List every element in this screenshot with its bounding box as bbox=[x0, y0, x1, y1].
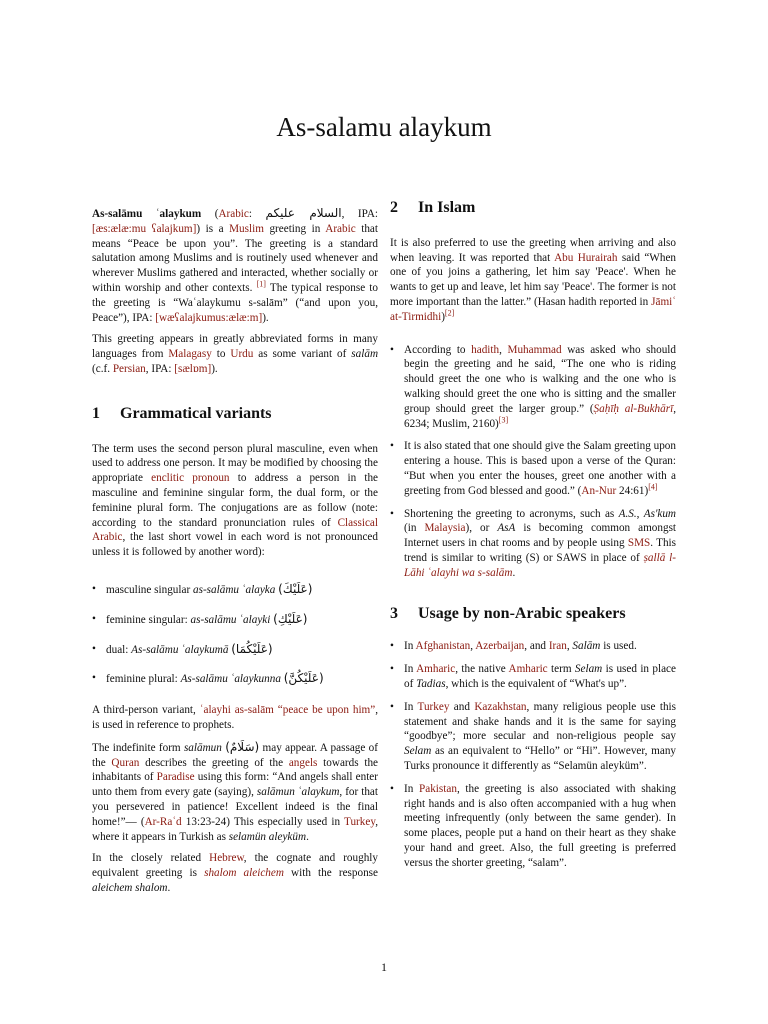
link-ipa-response[interactable]: [wæʕalajkumus:ælæ:m] bbox=[155, 311, 263, 324]
text: greeting in bbox=[269, 222, 321, 235]
ref-3[interactable]: [3] bbox=[498, 414, 509, 424]
text: ), or bbox=[465, 522, 490, 535]
term: Tadias bbox=[416, 677, 446, 690]
variant-form: As-salāmu ʿalaykunna bbox=[180, 673, 281, 686]
left-column bbox=[92, 206, 378, 903]
text: towards the inhabitants of bbox=[92, 756, 379, 784]
variant-arabic: (عَلَيْكِ) bbox=[273, 611, 308, 626]
link-angels[interactable]: angels bbox=[288, 756, 318, 769]
text: , the last short vowel in each word is not pronounced unless it is followed by another word): bbox=[92, 531, 378, 559]
variant-arabic: (عَلَيْكَ) bbox=[278, 581, 313, 596]
link-malaysia[interactable]: Malaysia bbox=[424, 522, 466, 535]
text: to address a person in the masculine and feminine singular form, the dual form, or the feminine plural form. The conjugations are as follow (note: according to the standard pronunciation rules of bbox=[92, 472, 379, 529]
link-persian[interactable]: Persian bbox=[112, 362, 146, 375]
text: . bbox=[306, 830, 309, 843]
text: 13:23-24) This especially used in bbox=[185, 815, 341, 828]
link-ipa[interactable]: [æs:ælæ:mu ʕalajkum] bbox=[92, 222, 197, 235]
term: Selam bbox=[574, 663, 603, 676]
text: It is also stated that one should give the Salam greeting upon entering a house. This is based upon a verse of the Quran: “But when you enter the houses, greet one another with a greeting from God blessed and good.” ( bbox=[404, 440, 676, 497]
ref-1[interactable]: [1] bbox=[256, 279, 266, 289]
link-abu-hurairah[interactable]: Abu Hurairah bbox=[554, 251, 618, 264]
text: describes the greeting of the bbox=[145, 756, 284, 769]
link-pakistan[interactable]: Pakistan bbox=[419, 782, 457, 795]
link-ipa-persian[interactable]: [sælɒm] bbox=[174, 362, 212, 375]
text: and bbox=[453, 700, 470, 713]
text: In bbox=[404, 663, 414, 676]
link-alayhi-as-salam[interactable]: ʿalayhi as-salām “peace be upon him” bbox=[199, 704, 376, 717]
text: is becoming common amongst Internet users in chat rooms and by people using bbox=[404, 522, 677, 550]
term-salam: salām bbox=[351, 348, 379, 361]
grammar-paragraph bbox=[92, 442, 378, 560]
list-item bbox=[92, 642, 378, 658]
link-malagasy[interactable]: Malagasy bbox=[168, 348, 212, 361]
link-sahih-bukhari[interactable]: Ṣaḥīḥ al-Bukhārī bbox=[593, 402, 674, 415]
text: , where it appears in Turkish as bbox=[92, 815, 378, 843]
term: selamün aleyküm bbox=[228, 830, 307, 843]
link-azerbaijan[interactable]: Azerbaijan bbox=[475, 640, 525, 653]
text: , the greeting is also associated with shaking right hands and is also often accompanied with a hug when meeting infrequently (only between the same gender). In some places, people put a hand on their heart as they shake your hand and greet. Also, the full greeting is preferred versus the shorter greeting, “salam”. bbox=[404, 782, 676, 869]
list-item bbox=[390, 439, 676, 498]
section-number: 1 bbox=[92, 404, 100, 422]
text: as an equivalent to “Hello” or “Hi”. However, many Turks pronounce it differently as “Selamün aleyküm”. bbox=[404, 745, 677, 772]
text: (c.f. bbox=[92, 362, 111, 375]
text: . This trend is similar to writing (S) or SAWS in place of bbox=[404, 537, 676, 564]
term: salāmun bbox=[183, 741, 222, 754]
intro-paragraph: As-salāmu ʿalaykum (Arabic: السلام عليكم, IPA: [æs:ælæ:mu ʕalajkum]) is a Muslim greeting in Arabic that means “Peace be upon you”. The greeting is a standard salutation among Muslims and is routinely used whenever and wherever Muslims gathered and interacted, whether socially or within worship and other contexts. [1] The typical response to the greeting is “Waʿalaykumu s-salām” (“and upon you, Peace”), IPA: [wæʕalajkumus:ælæ:m]). bbox=[92, 206, 379, 324]
text: , IPA: bbox=[145, 362, 172, 375]
list-item: • According to hadith, Muhammad was asked who should begin the greeting and he said, “The one who is riding should greet the one who is walking and the one who is walking should greet the one who is sitting and the smaller group should greet the larger group.” (Ṣaḥīḥ al-Bukhārī, 6234; Muslim, 2160)[3] bbox=[390, 343, 676, 432]
text: In bbox=[404, 700, 414, 713]
arabic-script: السلام عليكم bbox=[265, 206, 342, 220]
page-number: 1 bbox=[381, 960, 387, 974]
link-enclitic-pronoun[interactable]: enclitic pronoun bbox=[151, 472, 230, 485]
text: The typical response to the greeting is “Waʿalaykumu s-salām” (“and upon you, Peace”), IPA: bbox=[92, 281, 379, 324]
link-afghanistan[interactable]: Afghanistan bbox=[415, 640, 471, 653]
arabic-text: (سَلَامٌ) bbox=[225, 739, 260, 754]
list-item bbox=[390, 782, 676, 871]
link-amharic[interactable]: Amharic bbox=[416, 663, 456, 676]
term: As'kum bbox=[643, 507, 677, 520]
section-heading-grammatical bbox=[92, 404, 378, 422]
text: , 6234; Muslim, 2160) bbox=[404, 402, 676, 430]
link-amharic-2[interactable]: Amharic bbox=[508, 663, 548, 676]
link-muslim[interactable]: Muslim bbox=[229, 222, 264, 235]
text: ) bbox=[441, 310, 445, 323]
list-item bbox=[92, 612, 378, 628]
section-title: Usage by non-Arabic speakers bbox=[418, 604, 626, 622]
text: In the closely related bbox=[92, 852, 202, 865]
text: was asked who should begin the greeting and he said, “The one who is riding should greet the one who is walking and the one who is walking should greet the one who is sitting and the smaller group should greet the larger group.” ( bbox=[404, 343, 676, 415]
list-item bbox=[92, 671, 378, 687]
link-shalom-aleichem[interactable]: shalom aleichem bbox=[204, 867, 284, 880]
link-ar-rad[interactable]: Ar-Raʿd bbox=[144, 815, 182, 828]
section-heading-islam bbox=[390, 201, 676, 216]
section-title: Grammatical variants bbox=[120, 404, 272, 422]
variant-form: as-salāmu ʿalayka bbox=[193, 583, 276, 596]
usage-list bbox=[390, 639, 676, 870]
text: , which is the equivalent of “What's up”. bbox=[445, 677, 627, 690]
text: term bbox=[551, 663, 572, 676]
term: AsA bbox=[497, 522, 516, 535]
term: Selam bbox=[404, 745, 432, 758]
link-arabic[interactable]: Arabic bbox=[218, 208, 249, 220]
link-paradise[interactable]: Paradise bbox=[156, 771, 195, 784]
text: , is used in reference to prophets. bbox=[92, 704, 379, 731]
list-item bbox=[390, 662, 676, 692]
text: , the cognate and roughly equivalent greeting is bbox=[92, 852, 378, 880]
text: (in bbox=[404, 522, 417, 535]
text: . bbox=[167, 881, 171, 894]
link-kazakhstan[interactable]: Kazakhstan bbox=[474, 700, 527, 713]
link-arabic-language[interactable]: Arabic bbox=[325, 222, 356, 235]
text: is used. bbox=[603, 640, 637, 653]
intro-paragraph-2 bbox=[92, 332, 378, 376]
list-item: • In Afghanistan, Azerbaijan, and Iran, Salām is used. bbox=[390, 639, 676, 654]
page-title: As-salamu alaykum bbox=[276, 112, 492, 142]
term: A.S. bbox=[618, 507, 637, 520]
right-column bbox=[390, 201, 676, 878]
text: , many religious people use this statement and shake hands and it is the same for saying “goodbye”; more secular and non-religious people say bbox=[404, 700, 677, 743]
text: In bbox=[404, 640, 414, 653]
link-jami-at-tirmidhi[interactable]: Jāmiʿ at-Tirmidhi bbox=[390, 295, 676, 323]
link-an-nur[interactable]: An-Nur bbox=[581, 484, 617, 497]
link-muhammad[interactable]: Muhammad bbox=[507, 343, 562, 356]
text: with the response bbox=[291, 867, 378, 880]
link-iran[interactable]: Iran bbox=[548, 640, 567, 653]
link-classical-arabic[interactable]: Classical Arabic bbox=[92, 516, 378, 544]
term: salāmun ʿalaykum bbox=[256, 786, 340, 799]
indefinite-paragraph bbox=[92, 740, 378, 845]
link-turkey[interactable]: Turkey bbox=[344, 815, 376, 828]
text: It is also preferred to use the greeting when arriving and also when leaving. It was reported that bbox=[390, 236, 676, 264]
term: Salām bbox=[572, 640, 601, 653]
ipa-label: IPA: bbox=[357, 208, 379, 220]
text: may appear. A passage of the bbox=[92, 741, 378, 769]
link-urdu[interactable]: Urdu bbox=[230, 348, 254, 361]
text: 24:61) bbox=[619, 484, 649, 497]
text: In bbox=[404, 782, 414, 795]
text: . bbox=[512, 566, 516, 579]
section-number: 3 bbox=[390, 604, 398, 622]
link-turkey-2[interactable]: Turkey bbox=[417, 700, 450, 713]
link-hebrew[interactable]: Hebrew bbox=[209, 852, 244, 865]
text: ). bbox=[211, 362, 218, 375]
text: , for that you persevered in patience! Excellent indeed is the final home!”— ( bbox=[92, 786, 378, 828]
ref-2[interactable]: [2] bbox=[444, 308, 455, 318]
text: According to bbox=[404, 343, 466, 356]
islam-paragraph bbox=[390, 236, 676, 325]
variants-list bbox=[92, 582, 378, 687]
text: This greeting appears in greatly abbreviated forms in many languages from bbox=[92, 333, 378, 361]
text: The indefinite form bbox=[92, 741, 181, 754]
text: is a bbox=[205, 222, 224, 235]
text: that means “Peace be upon you”. The greeting is a standard salutation among Muslims and is routinely used whenever and wherever Muslims gathered and interacted, whether socially or within worship and other contexts. bbox=[92, 222, 378, 294]
text: The term uses the second person plural masculine, even when used to address one person. It may be modified by choosing the appropriate bbox=[92, 442, 378, 485]
third-person-paragraph bbox=[92, 703, 378, 733]
text: said “When one of you joins a gathering, let him say 'Peace'. When he wants to get up and leave, let him say 'Peace'. The former is not more important than the latter.” (Hasan hadith reported in bbox=[390, 251, 677, 308]
term-heading: As-salāmu ʿalaykum bbox=[92, 208, 202, 220]
list-item bbox=[390, 700, 676, 774]
text: , the native bbox=[455, 663, 506, 676]
list-item: • Shortening the greeting to acronyms, such as A.S., As'kum (in Malaysia), or AsA is becoming common amongst Internet users in chat rooms and by people using SMS. This trend is similar to writing (S) or SAWS in place of ṣallā l-Lāhi ʿalayhi wa s-salām. bbox=[390, 507, 676, 581]
section-number: 2 bbox=[390, 199, 398, 216]
variant-form: As-salāmu ʿalaykumā bbox=[131, 643, 229, 656]
term: aleichem shalom bbox=[92, 881, 168, 894]
hebrew-paragraph bbox=[92, 851, 378, 895]
variant-label: dual: bbox=[106, 643, 129, 656]
text: , and bbox=[524, 640, 547, 653]
islam-list bbox=[390, 343, 676, 581]
text: is used in place of bbox=[404, 663, 676, 690]
variant-label: feminine singular: bbox=[106, 613, 188, 626]
text: Shortening the greeting to acronyms, such as bbox=[404, 507, 615, 520]
link-quran[interactable]: Quran bbox=[111, 756, 140, 769]
text: A third-person variant, bbox=[92, 704, 196, 717]
section-heading-usage bbox=[390, 604, 676, 622]
list-item bbox=[92, 582, 378, 598]
text: to bbox=[216, 348, 226, 361]
variant-arabic: (عَلَيْكُمَا) bbox=[231, 641, 273, 656]
text: using this form: “And angels shall enter unto them from every gate (saying), bbox=[92, 771, 378, 799]
variant-label: feminine plural: bbox=[106, 673, 178, 686]
text: , bbox=[566, 640, 570, 653]
link-hadith[interactable]: hadith bbox=[471, 343, 500, 356]
text: as some variant of bbox=[258, 348, 347, 361]
variant-form: as-salāmu ʿalayki bbox=[190, 613, 271, 626]
section-title: In Islam bbox=[418, 199, 476, 216]
link-salla[interactable]: ṣallā l-Lāhi ʿalayhi wa s-salām bbox=[404, 551, 677, 579]
ref-4[interactable]: [4] bbox=[648, 482, 658, 492]
variant-label: masculine singular bbox=[106, 583, 191, 596]
link-sms[interactable]: SMS bbox=[627, 537, 651, 550]
variant-arabic: (عَلَيْكُنَّ) bbox=[283, 671, 324, 686]
